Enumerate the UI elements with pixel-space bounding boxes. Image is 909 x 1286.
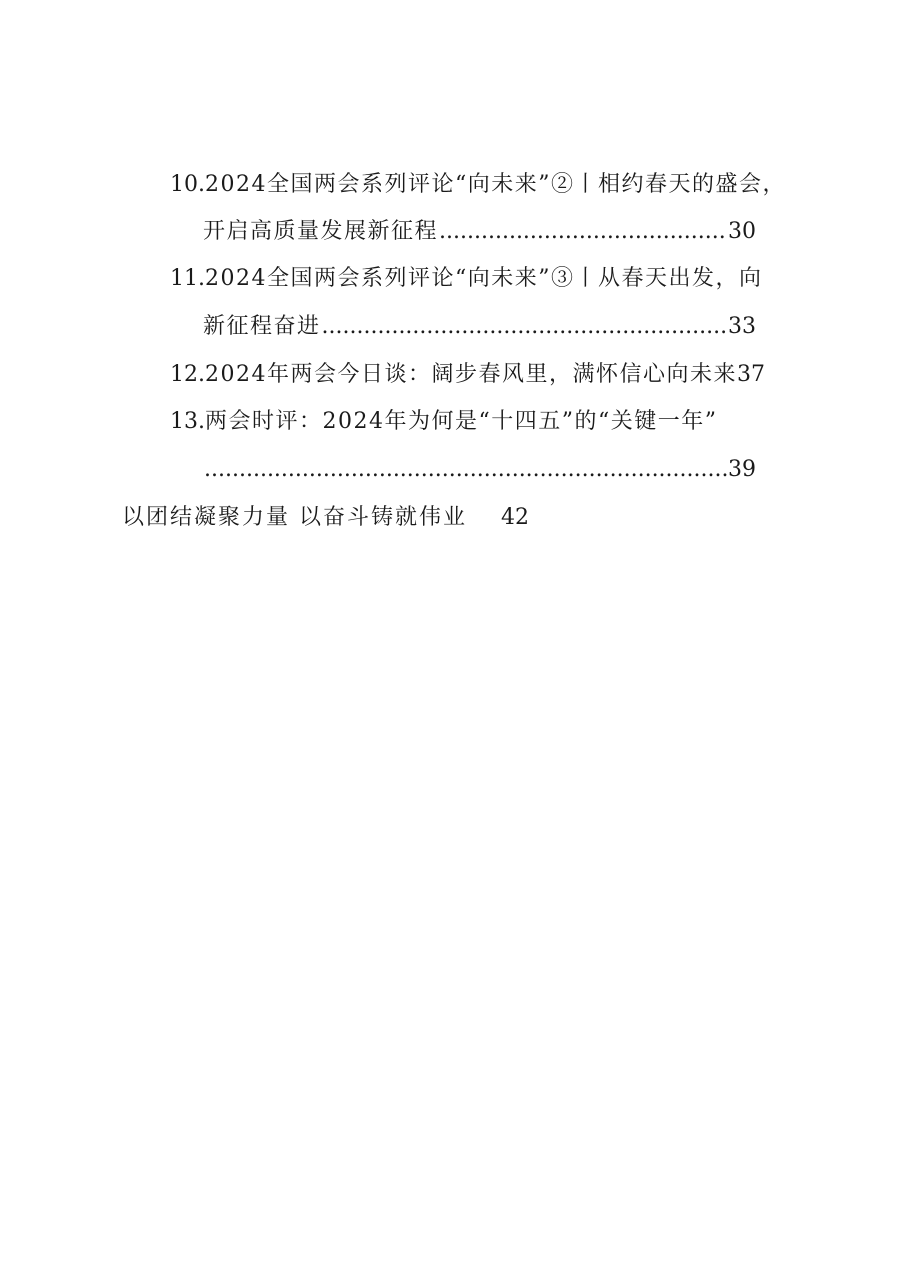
toc-entry-title: 2024全国两会系列评论“向未来”②丨相约春天的盛会，	[205, 172, 786, 197]
toc-entry-10-line1[interactable]	[170, 170, 786, 200]
toc-entry-number: 10.	[170, 172, 205, 197]
toc-entry-title: 2024年两会今日谈：阔步春风里，满怀信心向未来	[205, 362, 737, 387]
toc-entry-title-continued: 开启高质量发展新征程	[203, 219, 439, 244]
toc-entry-title: 2024全国两会系列评论“向未来”③丨从春天出发，向	[205, 266, 763, 291]
toc-entry-13-line2[interactable]	[203, 455, 756, 485]
toc-entry-13-line1[interactable]	[170, 407, 717, 437]
toc-entry-10-line2[interactable]	[203, 217, 756, 247]
toc-entry-number: 12.	[170, 362, 205, 387]
toc-entry-11-line2[interactable]	[203, 312, 756, 342]
dot-leader	[204, 455, 727, 485]
toc-page-number: 30	[728, 219, 756, 244]
toc-entry-number: 11.	[170, 266, 205, 291]
toc-entry-final[interactable]	[122, 503, 529, 533]
toc-entry-12[interactable]	[170, 360, 765, 390]
toc-page-number: 39	[728, 457, 756, 482]
dot-leader	[322, 312, 727, 342]
toc-page-number: 33	[728, 314, 756, 339]
dot-leader	[439, 217, 727, 247]
toc-entry-title: 以团结凝聚力量 以奋斗铸就伟业	[122, 505, 467, 530]
toc-page-number: 37	[737, 362, 765, 387]
toc-entry-11-line1[interactable]	[170, 264, 762, 294]
toc-entry-title-continued: 新征程奋进	[203, 314, 321, 339]
toc-entry-number: 13.	[170, 409, 205, 434]
toc-entry-title: 两会时评：2024年为何是“十四五”的“关键一年”	[205, 409, 718, 434]
toc-page-number: 42	[501, 505, 529, 530]
